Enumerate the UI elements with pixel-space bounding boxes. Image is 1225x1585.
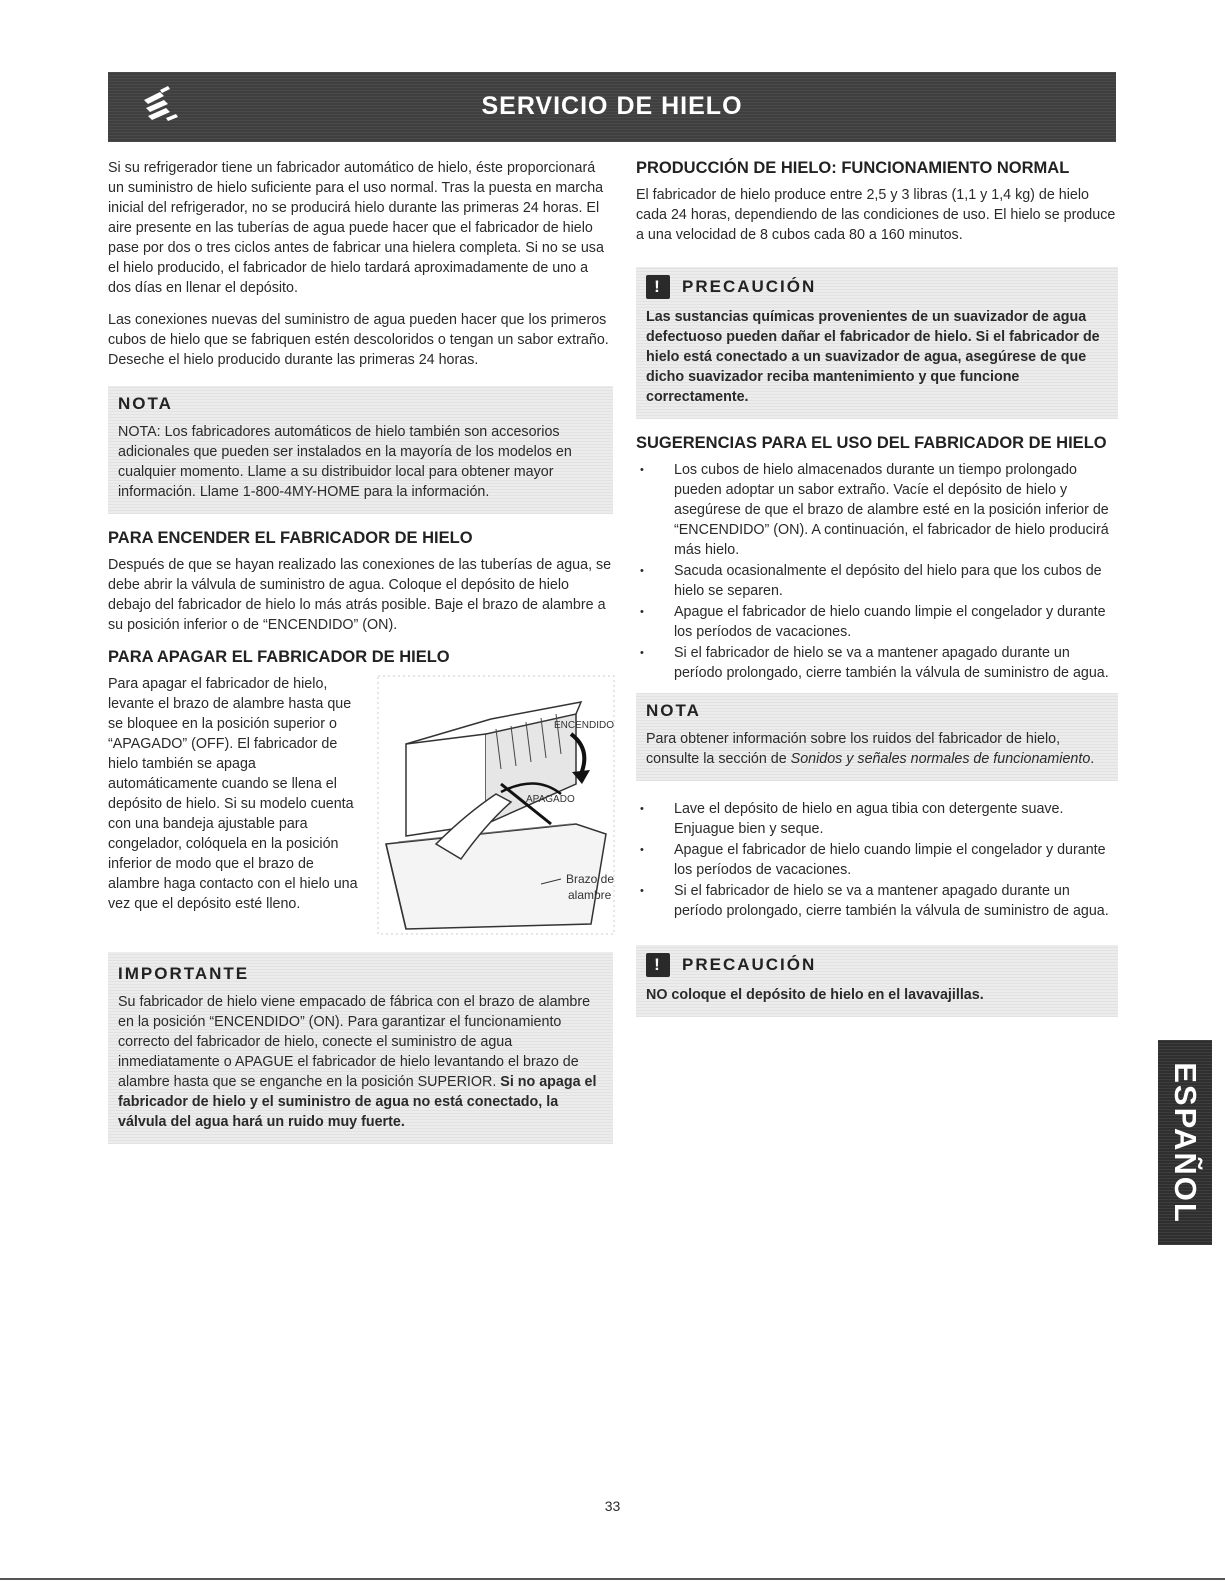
important-text	[118, 992, 603, 1132]
turn-off-section	[108, 674, 613, 944]
note-box	[108, 386, 613, 514]
note-text-2	[646, 729, 1108, 769]
label-off: APAGADO	[526, 794, 575, 805]
production-heading: PRODUCCIÓN DE HIELO: FUNCIONAMIENTO NORMAL	[636, 159, 1070, 177]
list-item: • Sacuda ocasionalmente el depósito del hielo para que los cubos de hielo se separen.	[674, 561, 1118, 601]
note-text: NOTA: Los fabricadores automáticos de hielo también son accesorios adicionales que pueden ser instalados en la mayoría de los modelos en cualquier momento. Llame a su distribuidor local para obtener mayor información. Llame 1-800-4MY-HOME para la información.	[118, 424, 572, 500]
note-title: NOTA	[118, 394, 173, 413]
list-item: • Los cubos de hielo almacenados durante un tiempo prolongado pueden adoptar un sabor extraño. Vacíe el depósito de hielo y asegúrese de que el brazo de alambre esté en la posición inferior de “ENCENDIDO” (ON). A continuación, el fabricador de hielo producirá más hielo.	[674, 460, 1118, 560]
caution-title-1	[646, 275, 1108, 299]
turn-off-heading: PARA APAGAR EL FABRICADOR DE HIELO	[108, 648, 450, 666]
page-title: SERVICIO DE HIELO	[481, 92, 743, 120]
ice-maker-illustration	[376, 674, 616, 936]
care-list	[636, 799, 1118, 921]
note-text-2-end: .	[1090, 751, 1095, 767]
caution-box-1	[636, 267, 1118, 419]
label-on: ENCENDIDO	[554, 720, 615, 731]
turn-on-text: Después de que se hayan realizado las conexiones de las tuberías de agua, se debe abrir la válvula de suministro de agua. Coloque el depósito de hielo debajo del fabricador de hielo lo más atrás posible. Baje el brazo de alambre a su posición inferior o de “ENCENDIDO” (ON).	[108, 557, 612, 633]
intro-paragraph-2: Las conexiones nuevas del suministro de agua pueden hacer que los primeros cubos de hielo que se fabriquen estén descoloridos o tengan un sabor extraño. Deseche el hielo producido durante las primeras 24 horas.	[108, 312, 609, 368]
label-wire-arm-2: alambre	[568, 888, 612, 902]
caution-text-1-bold: Las sustancias químicas provenientes de un suavizador de agua defectuoso pueden dañar el fabricador de hielo. Si el fabricador de hielo está conectado a un suavizador de agua, asegúrese de que dicho suavizador reciba mantenimiento y que funcione correctamente.	[646, 309, 1100, 405]
note-title-2: NOTA	[646, 701, 701, 720]
bottom-divider	[0, 1578, 1225, 1580]
warning-icon: !	[646, 953, 670, 977]
page-number: 33	[604, 1498, 621, 1514]
production-text: El fabricador de hielo produce entre 2,5 y 3 libras (1,1 y 1,4 kg) de hielo cada 24 horas, dependiendo de las condiciones de uso. El hielo se produce a una velocidad de 8 cubos cada 80 a 160 minutos.	[636, 187, 1116, 243]
right-column	[636, 158, 1118, 1031]
list-item: • Si el fabricador de hielo se va a mantener apagado durante un período prolongado, cierre también la válvula de suministro de agua.	[674, 643, 1118, 683]
list-item: • Lave el depósito de hielo en agua tibia con detergente suave. Enjuague bien y seque.	[674, 799, 1118, 839]
language-tab	[1158, 1040, 1212, 1245]
important-text-bold: Si no apaga el fabricador de hielo y el suministro de agua no está conectado, la válvula del agua hará un ruido muy fuerte.	[118, 1074, 597, 1130]
section-banner	[108, 72, 1116, 142]
turn-on-heading: PARA ENCENDER EL FABRICADOR DE HIELO	[108, 529, 473, 547]
important-title: IMPORTANTE	[118, 964, 250, 983]
caution-title-2-text: PRECAUCIÓN	[682, 955, 817, 974]
tips-heading: SUGERENCIAS PARA EL USO DEL FABRICADOR DE HIELO	[636, 434, 1107, 452]
caution-text-2	[646, 985, 1108, 1005]
intro-paragraph-1: Si su refrigerador tiene un fabricador automático de hielo, éste proporcionará un suministro de hielo suficiente para el uso normal. Tras la puesta en marcha inicial del refrigerador, no se producirá hielo durante las primeras 24 horas. El aire presente en las tuberías de agua puede hacer que el fabricador de hielo pase por dos o tres ciclos antes de fabricar una hielera completa. Si no se usa el hielo producido, el fabricador de hielo tardará aproximadamente de uno a dos días en llenar el depósito.	[108, 160, 604, 296]
list-item: • Apague el fabricador de hielo cuando limpie el congelador y durante los períodos de vacaciones.	[674, 840, 1118, 880]
warning-icon: !	[646, 275, 670, 299]
caution-text-1	[646, 307, 1108, 407]
caution-box-2	[636, 945, 1118, 1017]
turn-off-text: Para apagar el fabricador de hielo, levante el brazo de alambre hasta que se bloquee en la posición superior o “APAGADO” (OFF). El fabricador de hielo también se apaga automáticamente cuando se llena el depósito de hielo. Si su modelo cuenta con una bandeja ajustable para congelador, colóquela en la posición inferior de modo que el brazo de alambre haga contacto con el hielo una vez que el depósito esté lleno.	[108, 676, 358, 912]
list-item: • Apague el fabricador de hielo cuando limpie el congelador y durante los períodos de vacaciones.	[674, 602, 1118, 642]
tips-list	[636, 460, 1118, 683]
list-item: • Si el fabricador de hielo se va a mantener apagado durante un período prolongado, cierre también la válvula de suministro de agua.	[674, 881, 1118, 921]
caution-text-2-bold: NO coloque el depósito de hielo en el lavavajillas.	[646, 987, 984, 1003]
note-text-2-main: Para obtener información sobre los ruidos del fabricador de hielo, consulte la sección de	[646, 731, 1061, 767]
label-wire-arm-1: Brazo de	[566, 872, 615, 886]
note-box-2	[636, 693, 1118, 781]
important-box	[108, 952, 613, 1144]
language-tab-label: ESPAÑOL	[1168, 1061, 1203, 1224]
caution-title-1-text: PRECAUCIÓN	[682, 277, 817, 296]
important-text-normal: Su fabricador de hielo viene empacado de fábrica con el brazo de alambre en la posición “ENCENDIDO” (ON). Para garantizar el funcionamiento correcto del fabricador de hielo, conecte el suministro de agua inmediatamente o APAGUE el fabricador de hielo levantando el brazo de alambre hasta que se enganche en la posición SUPERIOR.	[118, 994, 591, 1090]
caution-title-2	[646, 953, 1108, 977]
note-text-2-italic: Sonidos y señales normales de funcionamiento	[790, 751, 1091, 767]
left-column	[108, 158, 613, 1158]
